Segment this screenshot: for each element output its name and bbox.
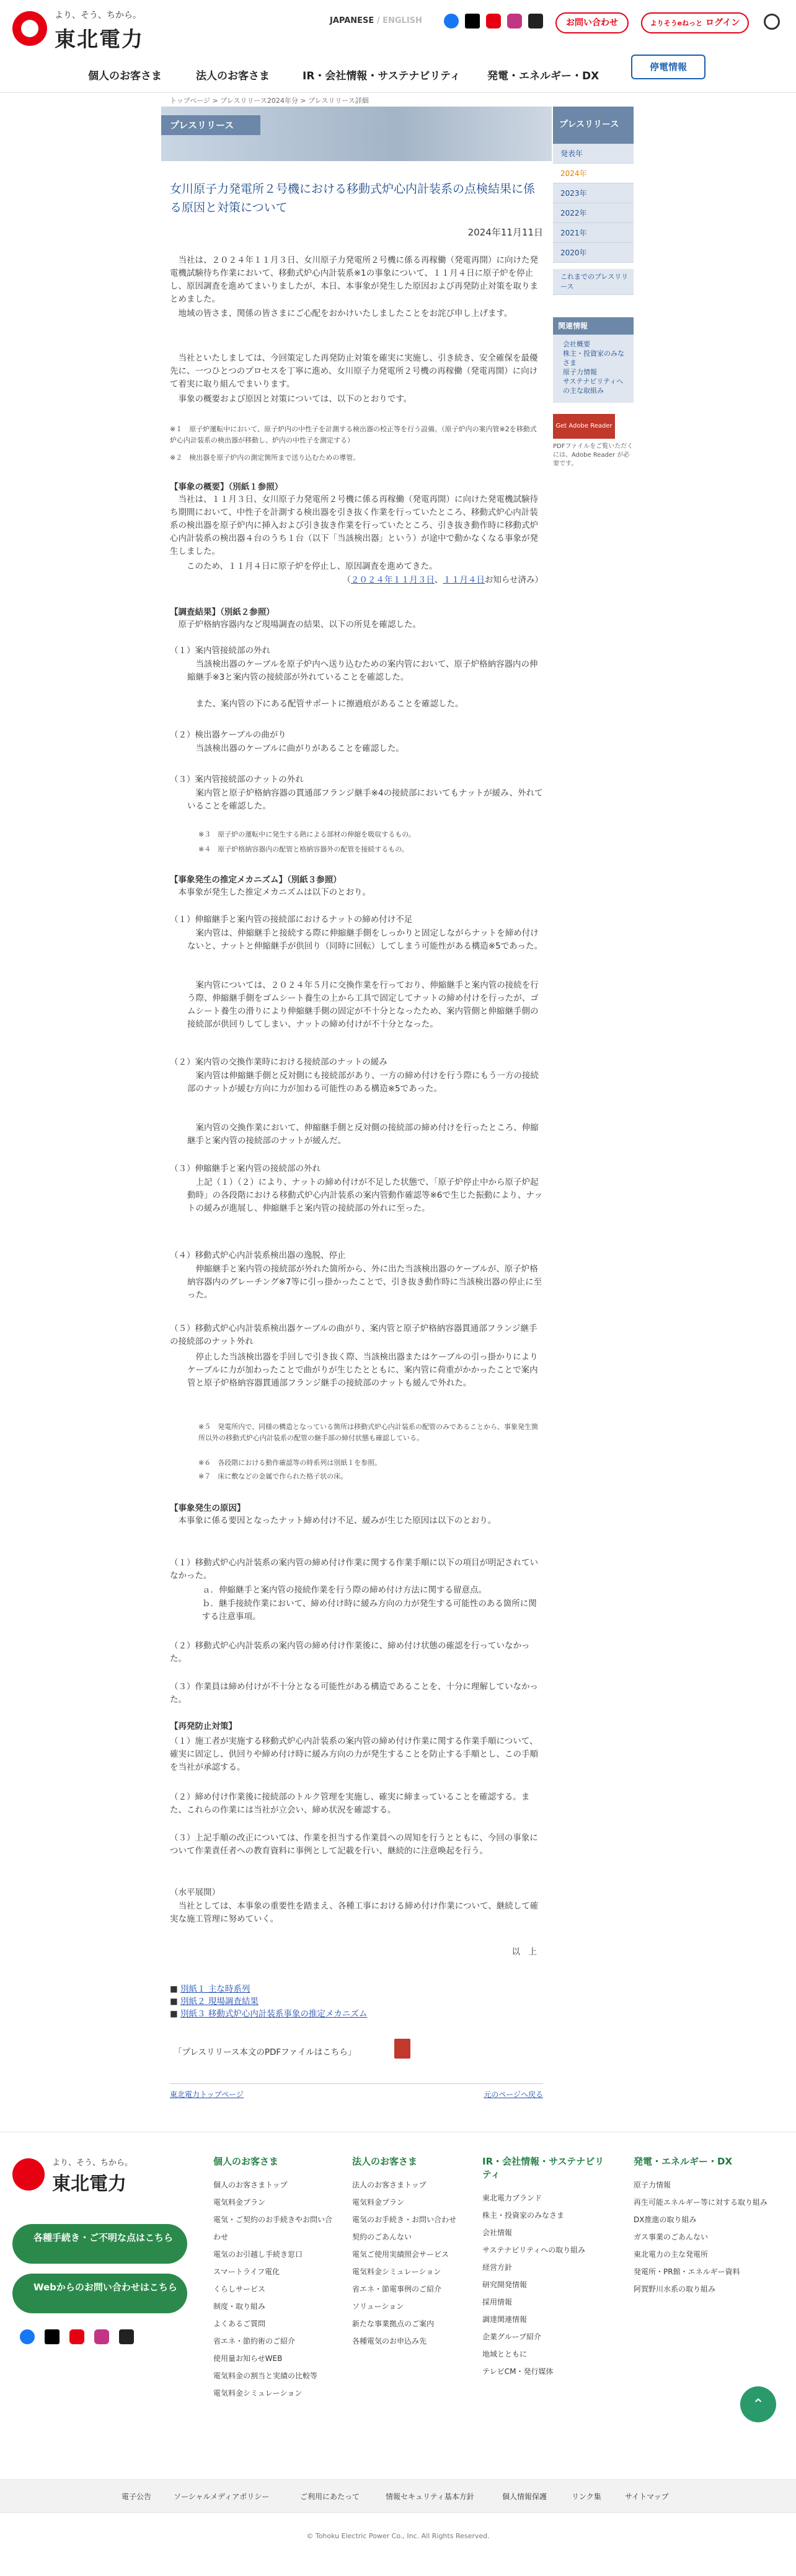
lang-japanese[interactable]: JAPANESE <box>330 16 374 25</box>
note-3: ※３ 原子炉の運転中に発生する熱による部材の伸縮を吸収するもの。 <box>198 830 415 838</box>
mechanism-3-text: 上記（１）（２）により、ナットの締め付けが不足した状態で、「原子炉停止中から原子炉起動時」の各段階における移動式炉心内計装系の案内管動作確認等※6で生じた振動により、ナットの緩みが進展し、伸縮継手と案内管の接続部の外れに至った。 <box>187 1177 543 1213</box>
breadcrumb[interactable]: トップページ > プレスリリース2024年分 > プレスリリース詳細 <box>170 97 369 105</box>
footer-link[interactable]: よくあるご質問 <box>213 2319 266 2328</box>
facebook-icon[interactable] <box>20 2329 35 2344</box>
sidebar-item-2024[interactable]: 2024年 <box>553 164 634 183</box>
back-to-top-button[interactable]: ⌃ <box>740 2386 776 2422</box>
note-4: ※４ 原子炉格納容器内の配管と格納容器外の配管を接続するもの。 <box>198 845 409 853</box>
mechanism-1: （１）伸縮継手と案内管の接続部におけるナットの締め付け不足 <box>170 915 413 925</box>
para-apology: 地域の皆さま、関係の皆さまにご心配をおかけいたしましたことをお詫び申し上げます。 <box>178 309 513 319</box>
footer-bar-link[interactable]: サイトマップ <box>625 2492 669 2501</box>
instagram-icon[interactable] <box>507 14 522 29</box>
mechanism-1-text-2: 案内管については、２０２４年５月に交換作業を行っており、伸縮継手と案内管の接続を行う際、伸縮継手側をゴムシート養生の上から工具で固定してナットの締め付けを行ったが、ゴムシート養生の滑りにより伸縮継手側の固定が不十分となったため、案内管側と伸縮継手側の接続部が供回りしてしまい、ナットの締め付けが不十分となった。 <box>187 980 539 1029</box>
web-contact-button[interactable]: Webからのお問い合わせはこちら <box>12 2274 187 2313</box>
footer-bar-link[interactable]: リンク集 <box>572 2492 601 2501</box>
footer-col-personal <box>213 2155 337 2402</box>
footer-link[interactable]: サステナビリティへの取り組み <box>482 2246 586 2254</box>
logo-mark <box>12 2158 45 2191</box>
mechanism-5-text: 停止した当該検出器を手回しで引き抜く際、当該検出器またはケーブルの引っ掛かりによりケーブルに力が加わったことで曲がりが生じたとともに、案内管に荷重がかかったことで案内管と原子炉格納容器貫通部フランジ継手の接続部のナットも緩んで外れた。 <box>187 1352 538 1388</box>
page-bottom-nav <box>170 2083 543 2099</box>
attachment-link[interactable]: 別紙３ 移動式炉心内計装系事象の推定メカニズム <box>180 2009 368 2019</box>
finding-2: （２）検出器ケーブルの曲がり <box>170 730 286 740</box>
sidebar-item-archive[interactable]: これまでのプレスリリース <box>553 269 634 295</box>
footer-link[interactable]: 電気のお手続き・お問い合わせ <box>352 2215 457 2224</box>
footer-bar-link[interactable]: 個人情報保護 <box>502 2492 547 2501</box>
countermeasure-1: （１）施工者が実施する移動式炉心内計装系の案内管の締め付け作業に関する作業手順について、確実に固定し、供回りや締め付け時に緩み方向の力が発生することを防止する手順とし、この手順を当社が承認する。 <box>170 1736 538 1772</box>
section-mechanism: 【事象発生の推定メカニズム】（別紙３参照） <box>170 875 342 885</box>
footer-link[interactable]: 省エネ・節約術のご紹介 <box>213 2337 296 2345</box>
link-nov4[interactable]: １１月４日 <box>443 575 485 585</box>
note-2: ※２ 検出器を原子炉内の測定箇所まで送り込むための導管。 <box>170 454 360 462</box>
footer-link[interactable]: 電気料金プラン <box>352 2198 405 2207</box>
mechanism-3: （３）伸縮継手と案内管の接続部の外れ <box>170 1164 321 1174</box>
footer-link[interactable]: 研究開発情報 <box>482 2280 528 2289</box>
pdf-icon[interactable] <box>394 2039 410 2059</box>
page-title: 女川原子力発電所２号機における移動式炉心内計装系の点検結果に係る原因と対策について <box>170 182 536 214</box>
footer-link[interactable]: 経営方針 <box>482 2263 513 2272</box>
procedures-button[interactable]: 各種手続き・ご不明な点はこちら <box>12 2224 187 2264</box>
footer-link[interactable]: 電気料金の割当と実績の比較等 <box>213 2372 318 2380</box>
mechanism-2-text-2: 案内管の交換作業において、伸縮継手側と反対側の接続部の締め付けを行ったところ、伸縮継手と案内管の接続部のナットが緩んだ。 <box>187 1123 539 1146</box>
lang-english[interactable]: ENGLISH <box>383 16 422 25</box>
para-intro: 当社は、２０２４年１１月３日、女川原子力発電所２号機に係る再稼働（発電再開）に向けた発電機試験待ち作業において、移動式炉心内計装系※1の事象について、１１月４日に原子炉を停止し、原因調査を進めてまいりましたが、本日、本事象が発生した原因および再発防止対策を取りまとめました。 <box>170 255 538 304</box>
note-icon[interactable] <box>119 2329 134 2344</box>
sidebar-heading: プレスリリース <box>553 107 634 144</box>
mechanism-5: （５）移動式炉心内計装系検出器ケーブルの曲がり、案内管と原子炉格納容器貫通部フランジ継手の接続部のナット外れ <box>170 1324 537 1347</box>
cause-1b: ｂ．継手接続作業において、締め付け時に緩み方向の力が発生する可能性のある箇所に関する注意事項。 <box>202 1599 537 1622</box>
footer-link[interactable]: 電気のお引越し手続き窓口 <box>213 2250 303 2259</box>
youtube-icon[interactable] <box>486 14 501 29</box>
mechanism-2: （２）案内管の交換作業時における接続部のナットの緩み <box>170 1057 387 1067</box>
footer-bar-link[interactable]: ソーシャルメディアポリシー <box>174 2492 270 2501</box>
sidebar-item-year-label: 発表年 <box>553 144 634 164</box>
sidebar-item-2022[interactable]: 2022年 <box>553 203 634 223</box>
section-horizontal-text: 当社としては、本事象の重要性を踏まえ、各種工事における締め付け作業について、継続して確実な施工管理に努めていく。 <box>170 1901 539 1924</box>
related-link[interactable]: 株主・投資家のみなさま <box>563 349 624 367</box>
footer-link[interactable]: 採用情報 <box>482 2298 513 2306</box>
footer-bar-link[interactable]: 電子公告 <box>122 2492 152 2501</box>
cause-1a: ａ．伸縮継手と案内管の接続作業を行う際の締め付け方法に関する留意点。 <box>202 1585 487 1595</box>
back-to-top-link[interactable]: 東北電力トップページ <box>170 2090 244 2099</box>
footer-link[interactable]: 制度・取り組み <box>213 2302 266 2311</box>
note-1: ※１ 原子炉運転中において、原子炉内の中性子を計測する検出器の校正等を行う設備。（原子炉内の案内管※2を移動式炉心内計装系の検出器が移動し、炉内の中性子を測定する） <box>170 425 537 444</box>
youtube-icon[interactable] <box>69 2329 84 2344</box>
footer-link[interactable]: 発電所・PR館・エネルギー資料 <box>634 2267 740 2276</box>
nav-business[interactable]: 法人のお客さま <box>196 70 270 82</box>
section-findings-text: 原子炉格納容器内など現場調査の結果、以下の所見を確認した。 <box>178 620 421 630</box>
section-horizontal: （水平展開） <box>170 1888 220 1897</box>
search-icon[interactable] <box>764 14 780 30</box>
logo-mark <box>12 11 47 46</box>
sidebar <box>553 107 634 468</box>
attachment-link[interactable]: 別紙１ 主な時系列 <box>180 1984 250 1994</box>
copyright: © Tohoku Electric Power Co., Inc. All Rights Reserved. <box>306 2532 490 2540</box>
language-switch: JAPANESE / ENGLISH <box>330 16 422 25</box>
section-overview-text-2: このため、１１月４日に原子炉を停止し、原因調査を進めてきた。 <box>187 561 438 571</box>
footer-link[interactable]: 株主・投資家のみなさま <box>482 2211 565 2220</box>
footer-link[interactable]: DX推進の取り組み <box>634 2215 697 2224</box>
footer-col-heading[interactable]: 発電・エネルギー・DX <box>634 2156 733 2167</box>
page-banner <box>161 107 552 161</box>
footer-link[interactable]: 調達関連情報 <box>482 2315 528 2324</box>
footer-col-heading[interactable]: 法人のお客さま <box>352 2156 418 2167</box>
footer-link[interactable]: 新たな事業拠点のご案内 <box>352 2319 435 2328</box>
footer-link[interactable]: ソリューション <box>352 2302 404 2311</box>
footer-link[interactable]: 電気料金シミュレーション <box>213 2389 303 2398</box>
adobe-reader-badge[interactable]: Get Adobe Reader <box>553 414 615 439</box>
footer-col-heading[interactable]: 個人のお客さま <box>213 2156 279 2167</box>
footer-col-heading[interactable]: IR・会社情報・サステナビリティ <box>482 2156 604 2180</box>
footer-link[interactable]: 省エネ・節電事例のご紹介 <box>352 2285 442 2293</box>
login-button[interactable]: よりそうeねっと ログイン <box>641 12 749 33</box>
note-5: ※５ 発電所内で、同様の構造となっている箇所は移動式炉心内計装系の配管のみであることから、事象発生箇所以外の移動式炉心内計装系の配管の継手部の締付状態も確認している。 <box>198 1423 538 1442</box>
related-link[interactable]: 会社概要 <box>563 340 590 348</box>
footer-link[interactable]: 電気ご使用実績照会サービス <box>352 2250 449 2259</box>
footer-links-bar <box>0 2479 796 2513</box>
section-findings: 【調査結果】（別紙２参照） <box>170 607 275 617</box>
footer-link[interactable]: 法人のお客さまトップ <box>352 2181 427 2189</box>
footer-link[interactable]: 各種電気のお申込み先 <box>352 2337 427 2345</box>
footer-link[interactable]: 企業グループ紹介 <box>482 2332 542 2341</box>
nav-ir[interactable]: IR・会社情報・サステナビリティ <box>303 70 461 82</box>
countermeasure-2: （２）締め付け作業後に接続部のトルク管理を実施し、確実に締まっていることを確認する。また、これらの作業には当社が立会い、締め状況を確認する。 <box>170 1792 530 1815</box>
footer-link[interactable]: 阿賀野川水系の取り組み <box>634 2285 716 2293</box>
logo-name: 東北電力 <box>55 27 144 52</box>
section-countermeasures: 【再発防止対策】 <box>170 1721 237 1731</box>
related-link[interactable]: サステナビリティへの主な取組み <box>563 377 624 395</box>
section-overview: 【事象の概要】（別紙１参照） <box>170 482 283 492</box>
pdf-link: 「プレスリリース本文のPDFファイルはこちら」 <box>174 2046 547 2059</box>
finding-1: （１）案内管接続部の外れ <box>170 646 270 656</box>
sidebar-item-2020[interactable]: 2020年 <box>553 243 634 263</box>
footer-col-business <box>352 2155 476 2350</box>
sidebar-item-2023[interactable]: 2023年 <box>553 183 634 203</box>
section-mechanism-text: 本事象が発生した推定メカニズムは以下のとおり。 <box>178 887 371 897</box>
related-heading: 関連情報 <box>553 317 634 335</box>
footer-link[interactable]: 再生可能エネルギー等に対する取り組み <box>634 2198 768 2207</box>
footer-link[interactable]: 地域とともに <box>482 2350 528 2358</box>
footer-link[interactable]: 電気・ご契約のお手続きやお問い合わせ <box>213 2215 333 2241</box>
article <box>170 180 543 238</box>
site-logo[interactable] <box>12 9 149 52</box>
footer-bar-link[interactable]: 情報セキュリティ基本方針 <box>386 2492 474 2501</box>
footer-link[interactable]: 会社情報 <box>482 2228 513 2237</box>
section-cause-text: 本事象に係る要因となったナット締め付け不足、緩みが生じた原因は以下のとおり。 <box>178 1516 497 1526</box>
attachment-link[interactable]: 別紙２ 現場調査結果 <box>180 1997 259 2007</box>
mechanism-4-text: 伸縮継手と案内管の接続部が外れた箇所から、外に出た当該検出器のケーブルが、原子炉格納容器内のグレーチング※7等に引っ掛かったことで、引き抜き動作時に当該検出器の停止に至った。 <box>187 1264 542 1300</box>
para-overview: 事象の概要および原因と対策については、以下のとおりです。 <box>178 394 412 404</box>
mechanism-1-text: 案内管は、伸縮継手と接続する際に伸縮継手側をしっかりと固定しながらナットを締め付けないと、ナットと伸縮継手が供回り（同時に回転）してしまう可能性がある構造※5であった。 <box>187 928 542 951</box>
site-footer <box>0 2132 796 2576</box>
footer-logo[interactable]: より、そう、ちから。 東北電力 <box>12 2156 174 2193</box>
related-link[interactable]: 原子力情報 <box>563 368 597 376</box>
finding-3-text: 案内管と原子炉格納容器の貫通部フランジ継手※4の接続部においてもナットが緩み、外れていることを確認した。 <box>187 788 543 811</box>
x-icon[interactable] <box>465 14 480 29</box>
nav-personal[interactable]: 個人のお客さま <box>88 70 162 82</box>
cause-2: （２）移動式炉心内計装系の案内管の締め付け作業後に、締め付け状態の確認を行っていなかった。 <box>170 1641 530 1664</box>
footer-link[interactable]: 原子力情報 <box>634 2181 671 2189</box>
release-date: 2024年11月11日 <box>467 227 543 238</box>
footer-link[interactable]: 電気料金シミュレーション <box>352 2267 441 2276</box>
footer-col-energy <box>634 2155 789 2298</box>
mechanism-4: （４）移動式炉心内計装系検出器の逸脱、停止 <box>170 1251 346 1260</box>
adobe-reader-note: PDFファイルをご覧いただくには、Adobe Reader が必要です。 <box>553 443 634 467</box>
banner-label: プレスリリース <box>161 115 260 135</box>
footer-link[interactable]: 東北電力ブランド <box>482 2194 542 2202</box>
footer-link[interactable]: テレビCM・発行媒体 <box>482 2367 554 2376</box>
contact-button[interactable]: お問い合わせ <box>555 12 629 33</box>
attachments: ■ 別紙１ 主な時系列 ■ 別紙２ 現場調査結果 ■ 別紙３ 移動式炉心内計装系事象の推定メカニズム <box>170 1984 368 2019</box>
footer-link[interactable]: くらしサービス <box>213 2285 266 2293</box>
footer-link[interactable]: ガス事業のごあんない <box>634 2233 709 2241</box>
announcement-links: （２０２４年１１月３日、１１月４日お知らせ済み） <box>342 575 543 585</box>
footer-bar-link[interactable]: ご利用にあたって <box>300 2492 360 2501</box>
outage-info-button[interactable]: 停電情報 <box>631 55 705 79</box>
finding-1-text: 当該検出器のケーブルを原子炉内へ送り込むための案内管において、原子炉格納容器内の伸縮継手※3と案内管の接続部が外れていることを確認した。 <box>187 659 538 682</box>
footer-link[interactable]: スマートライフ電化 <box>213 2267 280 2276</box>
footer-col-ir <box>482 2155 606 2380</box>
sidebar-item-2021[interactable]: 2021年 <box>553 223 634 243</box>
footer-link[interactable]: 東北電力の主な発電所 <box>634 2250 709 2259</box>
link-nov3[interactable]: ２０２４年１１月３日 <box>350 575 435 585</box>
section-overview-text: 当社は、１１月３日、女川原子力発電所２号機に係る再稼働（発電再開）に向けた発電機試験待ち期間において、中性子を計測する検出器を引き抜く作業を行っていたところ、移動式炉心内計装系の検出器を原子炉内に挿入および引き抜き作業を行っていたところ、引き抜き動作時に移動式炉心内計装系の検出器４台のうち１台（以下「当該検出器」という）が途中で動かなくなる事象が発生しました。 <box>170 495 538 556</box>
finding-1-text-2: また、案内管の下にある配管サポートに擦過痕があることを確認した。 <box>195 699 464 709</box>
finding-2-text: 当該検出器のケーブルに曲がりがあることを確認した。 <box>195 744 404 754</box>
para-commitment: 当社といたしましては、今回策定した再発防止対策を確実に実施し、引き続き、安全確保を最優先に、一つひとつのプロセスを丁寧に進め、女川原子力発電所２号機の再稼働（発電再開）に向けて着実に取り組んでまいります。 <box>170 353 538 389</box>
site-header <box>0 0 796 93</box>
note-6: ※６ 各段階における動作確認等の時系列は別紙１を参照。 <box>198 1459 382 1467</box>
facebook-icon[interactable] <box>444 14 459 29</box>
section-cause: 【事象発生の原因】 <box>170 1503 245 1513</box>
related-links <box>553 335 634 403</box>
footer-link[interactable]: 使用量お知らせWEB <box>213 2354 283 2363</box>
instagram-icon[interactable] <box>94 2329 109 2344</box>
note-7: ※７ 床に敷などの金属で作られた格子状の床。 <box>198 1472 348 1480</box>
footer-link[interactable]: 電気料金プラン <box>213 2198 266 2207</box>
end-mark: 以 上 <box>511 1947 537 1957</box>
back-to-previous-link[interactable]: 元のページへ戻る <box>484 2090 543 2099</box>
footer-link[interactable]: 個人のお客さまトップ <box>213 2181 288 2189</box>
nav-energy[interactable]: 発電・エネルギー・DX <box>487 70 599 82</box>
note-icon[interactable] <box>528 14 543 29</box>
countermeasure-3: （３）上記手順の改正については、作業を担当する作業員への周知を行うとともに、今回の事象について作業責任者への教育資料に事例として記載を行い、継続的に注意喚起を行う。 <box>170 1833 538 1856</box>
logo-tagline: より、そう、ちから。 <box>55 11 141 20</box>
x-icon[interactable] <box>45 2329 60 2344</box>
mechanism-2-text: 案内管は伸縮継手側と反対側にも接続部があり、一方の締め付けを行う際にもう一方の接続部のナットが緩む方向に力が加わる可能性のある構造※5であった。 <box>187 1071 539 1094</box>
finding-3: （３）案内管接続部のナットの外れ <box>170 775 304 785</box>
footer-link[interactable]: 契約のごあんない <box>352 2233 412 2241</box>
cause-1: （１）移動式炉心内計装系の案内管の締め付け作業に関する作業手順に以下の項目が明記されていなかった。 <box>170 1558 538 1581</box>
cause-3: （３）作業員は締め付けが不十分となる可能性がある構造であることを、十分に理解していなかった。 <box>170 1682 538 1705</box>
